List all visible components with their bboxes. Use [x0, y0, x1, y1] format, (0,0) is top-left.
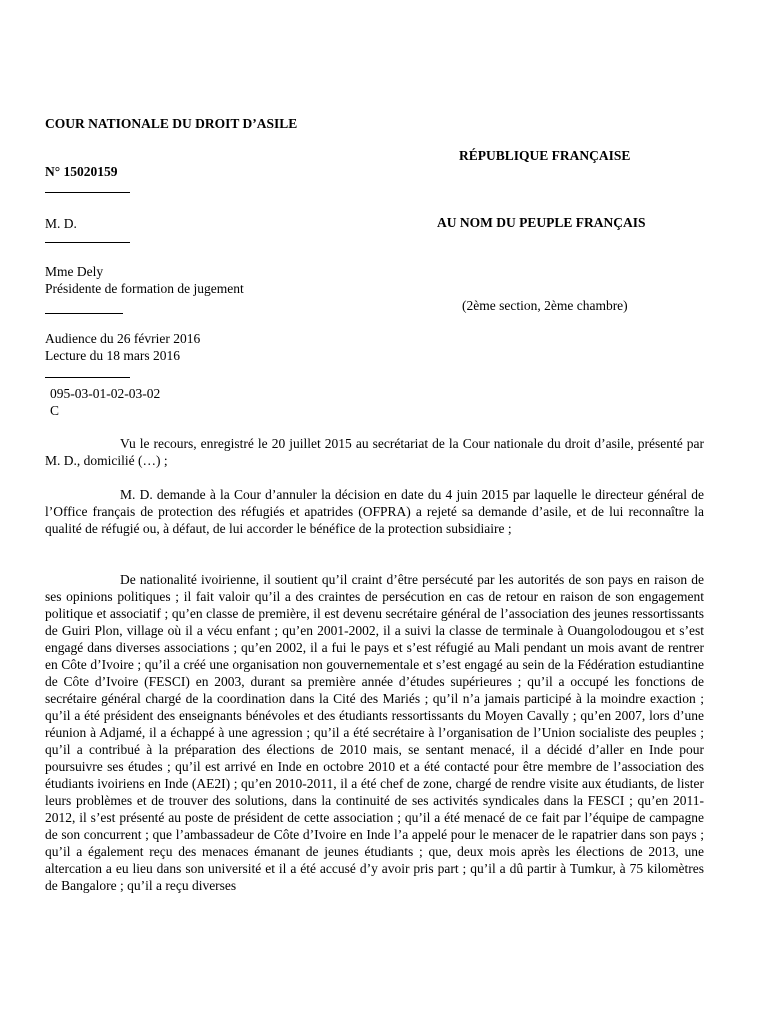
paragraph-text: M. D. demande à la Cour d’annuler la décision en date du 4 juin 2015 par laquelle le directeur général de l’Office français de protection des réfugiés et apatrides (OFPRA) a rejeté sa demande d’asile, et de lui reconnaître la qualité de réfugié ou, à défaut, de lui accorder le bénéfice de la protection subsidiaire ;	[45, 487, 704, 536]
hearing-date: Audience du 26 février 2016	[45, 331, 201, 346]
court-name: COUR NATIONALE DU DROIT D’ASILE	[45, 116, 298, 131]
classification-code: 095-03-01-02-03-02	[50, 386, 161, 401]
reading-date: Lecture du 18 mars 2016	[45, 348, 180, 363]
separator-line	[45, 192, 130, 193]
case-number: N° 15020159	[45, 164, 118, 179]
party-name: M. D.	[45, 216, 77, 231]
section-label: (2ème section, 2ème chambre)	[462, 298, 628, 313]
paragraph-text: Vu le recours, enregistré le 20 juillet 2015 au secrétariat de la Cour nationale du droit d’asile, présenté par M. D., domicilié (…) ;	[45, 436, 704, 468]
judge-title: Présidente de formation de jugement	[45, 281, 244, 296]
separator-line	[45, 242, 130, 243]
separator-line	[45, 313, 123, 314]
classification-letter: C	[50, 403, 60, 418]
paragraph-text: De nationalité ivoirienne, il soutient qu’il craint d’être persécuté par les autorités de son pays en raison de ses opinions politiques ; il fait valoir qu’il a des craintes de persécution en cas de retour en raison de son engagement politique et associatif ; qu’en classe de première, il est devenu secrétaire général de l’association des jeunes ressortissants de Guiri Plon, village où il a vécu enfant ; qu’en 2001-2002, il a suivi la classe de terminale à Ouangolodougou et s’est engagé dans diverses associations ; qu’en 2002, il a fui le pays et s’est réfugié au Mali pendant un mois avant de rentrer en Côte d’Ivoire ; qu’il a créé une organisation non gouvernementale et s’est engagé au sein de la Fédération estudiantine de Côte d’Ivoire (FESCI) en 2003, durant sa première année d’études supérieures ; qu’il a occupé les fonctions de secrétaire général chargé de la coordination dans la Cité des Mariés ; qu’il n’a jamais participé à la moindre exaction ; qu’il a été président des enseignants bénévoles et des étudiants ressortissants du Moyen Cavally ; qu’en 2007, lors d’une réunion à Adjamé, il a échappé à une agression ; qu’il a été secrétaire à l’organisation de l’Union socialiste des peuples ; qu’il a contribué à la préparation des élections de 2010 mais, se sentant menacé, il a décidé d’aller en Inde pour poursuivre ses études ; qu’il est arrivé en Inde en octobre 2010 et a été contacté pour être membre de l’association des étudiants ivoiriens en Inde (AE2I) ; qu’en 2010-2011, il a été chef de zone, chargé de rendre visite aux étudiants, de lister leurs problèmes et de trouver des solutions, dans la continuité de ses activités syndicales dans la FESCI ; qu’en 2011-2012, il s’est présenté au poste de président de cette association ; qu’il a été menacé de ce fait par l’équipe de campagne de son concurrent ; que l’ambassadeur de Côte d’Ivoire en Inde l’a appelé pour le menacer de le rapatrier dans son pays ; qu’il a également reçu des menaces émanant de jeunes étudiants ; que, deux mois après les élections de 2013, une altercation a eu lieu dans son université et il a été accusé d’y avoir pris part ; qu’il a dû partir à Tumkur, à 75 kilomètres de Bangalore ; qu’il a reçu diverses	[45, 572, 704, 893]
paragraph-demande	[45, 486, 704, 537]
republic-heading: RÉPUBLIQUE FRANÇAISE	[459, 148, 631, 163]
people-heading: AU NOM DU PEUPLE FRANÇAIS	[437, 215, 646, 230]
paragraph-moyens	[45, 571, 704, 894]
judge-name: Mme Dely	[45, 264, 104, 279]
paragraph-recours	[45, 435, 704, 469]
separator-line	[45, 377, 130, 378]
